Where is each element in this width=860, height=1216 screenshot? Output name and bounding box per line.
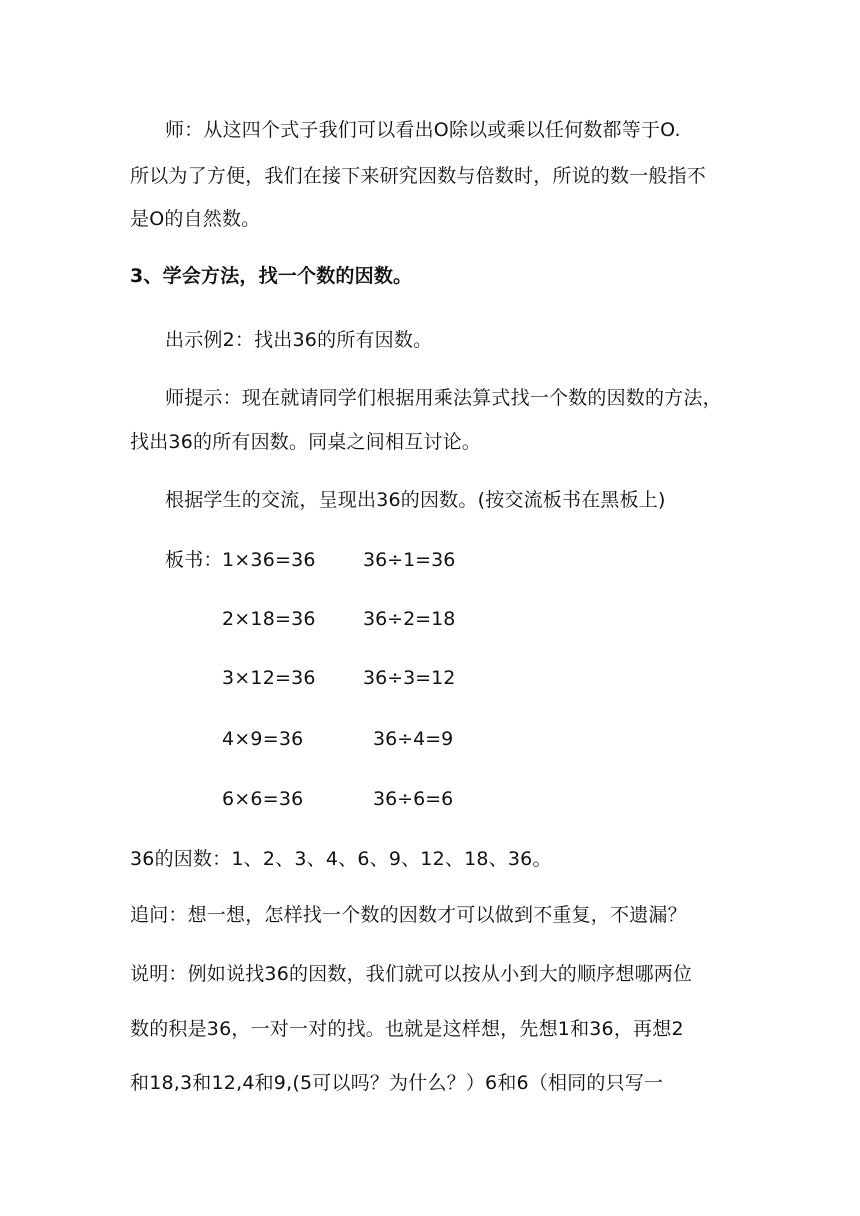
paragraph-line: 所以为了方便，我们在接下来研究因数与倍数时，所说的数一般指不 bbox=[130, 165, 707, 187]
paragraph-line: 师：从这四个式子我们可以看出O除以或乘以任何数都等于O. bbox=[165, 119, 681, 141]
board-mult-equation: 3×12=36 bbox=[222, 667, 316, 689]
follow-up-question: 追问：想一想，怎样找一个数的因数才可以做到不重复，不遗漏？ bbox=[130, 904, 687, 926]
factors-list: 36的因数：1、2、3、4、6、9、12、18、36。 bbox=[130, 848, 552, 870]
board-mult-equation: 6×6=36 bbox=[222, 788, 304, 810]
student-exchange-text: 根据学生的交流，呈现出36的因数。(按交流板书在黑板上) bbox=[165, 489, 666, 511]
example-statement: 出示例2：找出36的所有因数。 bbox=[165, 329, 433, 351]
board-div-equation: 36÷1=36 bbox=[363, 549, 456, 571]
explanation-line: 数的积是36，一对一对的找。也就是这样想，先想1和36，再想2 bbox=[130, 1018, 684, 1040]
explanation-line: 说明：例如说找36的因数，我们就可以按从小到大的顺序想哪两位 bbox=[130, 963, 693, 985]
board-div-equation: 36÷4=9 bbox=[373, 728, 454, 750]
section-heading: 3、学会方法，找一个数的因数。 bbox=[130, 265, 413, 287]
teacher-hint-line: 找出36的所有因数。同桌之间相互讨论。 bbox=[130, 431, 481, 453]
explanation-line: 和18,3和12,4和9,(5可以吗？为什么？）6和6（相同的只写一 bbox=[130, 1072, 664, 1094]
paragraph-line: 是O的自然数。 bbox=[130, 208, 261, 230]
board-label: 板书： bbox=[165, 549, 223, 571]
board-mult-equation: 1×36=36 bbox=[222, 549, 316, 571]
board-div-equation: 36÷3=12 bbox=[363, 667, 456, 689]
board-div-equation: 36÷2=18 bbox=[363, 608, 456, 630]
board-mult-equation: 2×18=36 bbox=[222, 608, 316, 630]
board-mult-equation: 4×9=36 bbox=[222, 728, 304, 750]
board-div-equation: 36÷6=6 bbox=[373, 788, 454, 810]
teacher-hint-line: 师提示：现在就请同学们根据用乘法算式找一个数的因数的方法， bbox=[165, 387, 722, 409]
